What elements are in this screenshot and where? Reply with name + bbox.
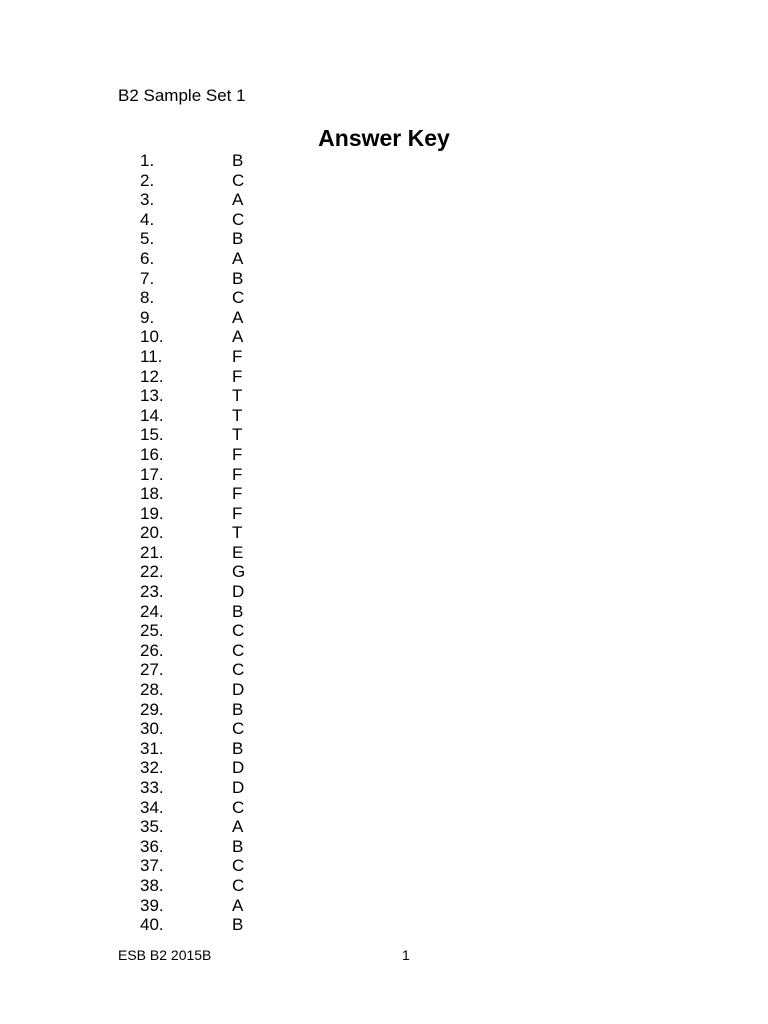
answer-row: [140, 758, 280, 778]
question-number: 40.: [140, 915, 164, 935]
answer-row: [140, 660, 280, 680]
answer-row: [140, 798, 280, 818]
question-number: 17.: [140, 464, 164, 484]
answer-row: [140, 680, 280, 700]
question-number: 4.: [140, 209, 155, 229]
question-number: 36.: [140, 836, 164, 856]
answer-letter: B: [232, 915, 244, 935]
answer-letter: D: [232, 582, 245, 602]
question-number: 1.: [140, 151, 155, 170]
answer-row: [140, 425, 280, 445]
answer-letter: T: [232, 425, 243, 445]
answer-letter: T: [232, 386, 243, 406]
question-number: 32.: [140, 758, 164, 778]
answer-letter: C: [232, 640, 245, 660]
question-number: 23.: [140, 582, 164, 602]
answer-row: [140, 190, 280, 210]
answer-row: [140, 249, 280, 269]
answer-row: [140, 876, 280, 896]
question-number: 12.: [140, 366, 164, 386]
answer-letter: C: [232, 719, 245, 739]
question-number: 28.: [140, 680, 164, 700]
answer-row: [140, 582, 280, 602]
answer-row: [140, 504, 280, 524]
answer-letter: A: [232, 248, 244, 268]
answer-row: [140, 327, 280, 347]
question-number: 19.: [140, 503, 164, 523]
question-number: 30.: [140, 719, 164, 739]
question-number: 5.: [140, 229, 155, 249]
question-number: 22.: [140, 562, 164, 582]
answer-row: [140, 739, 280, 759]
question-number: 38.: [140, 875, 164, 895]
answer-letter: B: [232, 229, 244, 249]
answer-letter: A: [232, 895, 244, 915]
answer-row: [140, 719, 280, 739]
answer-letter: A: [232, 190, 244, 210]
question-number: 8.: [140, 288, 155, 308]
question-number: 10.: [140, 327, 164, 347]
answer-letter: F: [232, 346, 243, 366]
answer-row: [140, 621, 280, 641]
question-number: 15.: [140, 425, 164, 445]
question-number: 39.: [140, 895, 164, 915]
answer-row: [140, 484, 280, 504]
answer-letter: C: [232, 621, 245, 641]
answer-row: [140, 406, 280, 426]
answer-letter: E: [232, 542, 244, 562]
question-number: 18.: [140, 484, 164, 504]
question-number: 14.: [140, 405, 164, 425]
answer-row: [140, 778, 280, 798]
answer-letter: C: [232, 209, 245, 229]
question-number: 16.: [140, 444, 164, 464]
answer-row: [140, 171, 280, 191]
answer-row: [140, 288, 280, 308]
answer-letter: C: [232, 170, 245, 190]
page-title: Answer Key: [318, 125, 450, 151]
question-number: 13.: [140, 386, 164, 406]
question-number: 24.: [140, 601, 164, 621]
question-number: 7.: [140, 268, 155, 288]
question-number: 25.: [140, 621, 164, 641]
answer-letter: F: [232, 464, 243, 484]
question-number: 21.: [140, 542, 164, 562]
answer-letter: A: [232, 817, 244, 837]
answer-letter: D: [232, 758, 245, 778]
answer-row: [140, 308, 280, 328]
question-number: 6.: [140, 248, 155, 268]
answer-letter: D: [232, 680, 245, 700]
answer-row: [140, 915, 280, 935]
answer-letter: F: [232, 444, 243, 464]
answer-row: [140, 210, 280, 230]
answer-row: [140, 465, 280, 485]
answer-letter: F: [232, 484, 243, 504]
answer-letter: T: [232, 523, 243, 543]
answer-row: [140, 817, 280, 837]
question-number: 11.: [140, 346, 163, 366]
question-number: 31.: [140, 738, 164, 758]
answer-row: [140, 367, 280, 387]
question-number: 37.: [140, 856, 164, 876]
answer-row: [140, 602, 280, 622]
answer-letter: B: [232, 268, 244, 288]
answer-row: [140, 562, 280, 582]
answer-letter: D: [232, 778, 245, 797]
answer-row: [140, 896, 280, 916]
question-number: 34.: [140, 797, 164, 817]
document-header: B2 Sample Set 1: [118, 86, 246, 105]
answer-letter: C: [232, 797, 245, 817]
answer-letter: B: [232, 699, 244, 719]
answer-row: [140, 269, 280, 289]
answer-letter: B: [232, 151, 244, 170]
answer-letter: T: [232, 405, 243, 425]
question-number: 20.: [140, 523, 164, 543]
answer-letter: A: [232, 307, 244, 327]
question-number: 35.: [140, 817, 164, 837]
question-number: 33.: [140, 778, 164, 797]
question-number: 26.: [140, 640, 164, 660]
answer-letter: C: [232, 288, 245, 308]
answer-list: [140, 151, 280, 935]
answer-letter: B: [232, 601, 244, 621]
answer-letter: B: [232, 738, 244, 758]
footer-page-number: 1: [402, 947, 410, 963]
answer-row: [140, 641, 280, 661]
answer-letter: G: [232, 562, 246, 582]
answer-row: [140, 856, 280, 876]
answer-letter: F: [232, 503, 243, 523]
answer-row: [140, 543, 280, 563]
answer-row: [140, 445, 280, 465]
answer-row: [140, 523, 280, 543]
answer-letter: B: [232, 836, 244, 856]
answer-row: [140, 347, 280, 367]
answer-row: [140, 229, 280, 249]
answer-letter: C: [232, 856, 245, 876]
question-number: 9.: [140, 307, 155, 327]
answer-letter: C: [232, 660, 245, 680]
question-number: 3.: [140, 190, 155, 210]
answer-row: [140, 386, 280, 406]
question-number: 2.: [140, 170, 155, 190]
answer-row: [140, 700, 280, 720]
answer-letter: F: [232, 366, 243, 386]
answer-letter: A: [232, 327, 244, 347]
question-number: 29.: [140, 699, 164, 719]
answer-letter: C: [232, 875, 245, 895]
answer-row: [140, 837, 280, 857]
answer-row: [140, 151, 280, 171]
footer-document-code: ESB B2 2015B: [118, 947, 212, 963]
question-number: 27.: [140, 660, 164, 680]
